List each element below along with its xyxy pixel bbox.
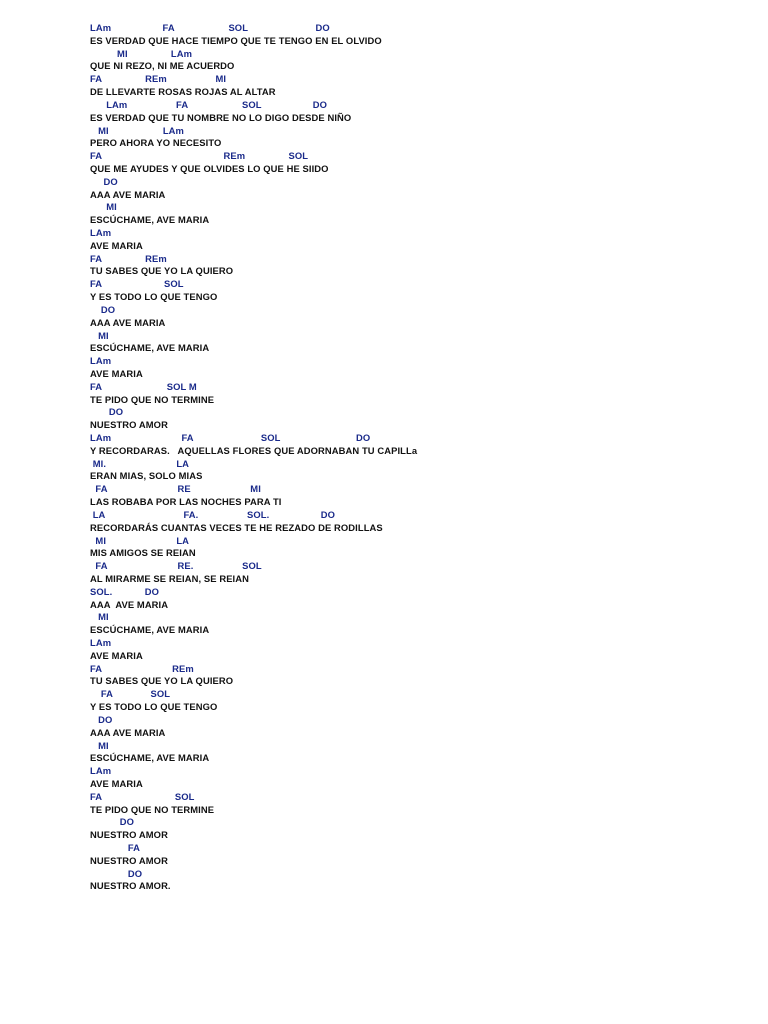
- chord-line: DO: [90, 175, 118, 187]
- chord-line: SOL. DO: [90, 585, 159, 597]
- chord-line: DO: [90, 713, 113, 725]
- chord-line: LA FA. SOL. DO: [90, 508, 335, 520]
- chord-line: FA SOL: [90, 688, 171, 700]
- lyric-line: ESCÚCHAME, AVE MARIA: [90, 342, 210, 354]
- chord-line: DO: [90, 406, 124, 418]
- chord-line: FA: [90, 842, 141, 853]
- lyric-line: AVE MARIA: [90, 649, 143, 661]
- lyric-line: AL MIRARME SE REIAN, SE REIAN: [90, 572, 249, 584]
- lyric-line: ES VERDAD QUE TU NOMBRE NO LO DIGO DESDE NIÑO: [90, 111, 352, 123]
- lyric-line: DE LLEVARTE ROSAS ROJAS AL ALTAR: [90, 86, 276, 98]
- lyric-line: AAA AVE MARIA: [90, 188, 166, 200]
- chord-line: LAm: [90, 227, 112, 238]
- lyric-line: NUESTRO AMOR: [90, 854, 168, 866]
- lyric-line: AVE MARIA: [90, 239, 143, 251]
- chord-line: FA RE MI: [90, 483, 261, 495]
- chord-line: MI. LA: [90, 457, 190, 469]
- chord-line: MI: [90, 611, 109, 623]
- chord-line: FA REm: [90, 252, 167, 264]
- lyric-line: ES VERDAD QUE HACE TIEMPO QUE TE TENGO EN EL OLVIDO: [90, 34, 382, 46]
- chord-line: MI: [90, 201, 117, 213]
- lyric-line: ESCÚCHAME, AVE MARIA: [90, 624, 210, 636]
- lyric-line: AAA AVE MARIA: [90, 598, 169, 610]
- lyric-line: TE PIDO QUE NO TERMINE: [90, 803, 215, 815]
- chord-line: MI LAm: [90, 124, 184, 136]
- lyric-line: NUESTRO AMOR: [90, 829, 168, 841]
- chord-line: FA REm SOL: [90, 150, 309, 162]
- chord-line: MI LAm: [90, 47, 193, 59]
- chord-line: LAm: [90, 355, 112, 367]
- lyric-line: ESCÚCHAME, AVE MARIA: [90, 752, 210, 764]
- chord-line: FA SOL M: [90, 380, 197, 392]
- chord-line: FA SOL: [90, 278, 184, 290]
- lyric-line: AVE MARIA: [90, 367, 143, 379]
- chord-line: MI LA: [90, 534, 190, 546]
- chord-line: FA REm: [90, 662, 194, 674]
- lyric-line: QUE ME AYUDES Y QUE OLVIDES LO QUE HE SIIDO: [90, 162, 329, 174]
- chord-line: FA REm MI: [90, 73, 227, 85]
- chord-line: FA SOL: [90, 790, 195, 802]
- lyric-line: LAS ROBABA POR LAS NOCHES PARA TI: [90, 496, 282, 508]
- lyric-line: ERAN MIAS, SOLO MIAS: [90, 470, 203, 482]
- lyric-line: ESCÚCHAME, AVE MARIA: [90, 214, 210, 226]
- chord-line: DO: [90, 867, 143, 879]
- chord-line: LAm FA SOL DO: [90, 98, 328, 110]
- lyric-line: TE PIDO QUE NO TERMINE: [90, 393, 215, 405]
- lyric-line: QUE NI REZO, NI ME ACUERDO: [90, 60, 235, 72]
- chord-line: DO: [90, 303, 116, 315]
- chord-line: MI: [90, 329, 109, 341]
- lyric-line: TU SABES QUE YO LA QUIERO: [90, 675, 234, 687]
- lyric-line: Y ES TODO LO QUE TENGO: [90, 291, 218, 303]
- chord-line: LAm: [90, 637, 112, 648]
- lyric-line: AVE MARIA: [90, 777, 143, 789]
- lyric-line: AAA AVE MARIA: [90, 316, 166, 328]
- lyric-line: TU SABES QUE YO LA QUIERO: [90, 265, 234, 277]
- lyric-line: Y ES TODO LO QUE TENGO: [90, 701, 218, 713]
- lyric-line: NUESTRO AMOR: [90, 419, 168, 431]
- chord-line: LAm: [90, 765, 112, 777]
- lyric-line: AAA AVE MARIA: [90, 726, 166, 738]
- lyric-line: Y RECORDARAS. AQUELLAS FLORES QUE ADORNABAN TU CAPILLa: [90, 444, 418, 456]
- chord-line: FA RE. SOL: [90, 560, 262, 572]
- chord-line: LAm FA SOL DO: [90, 22, 330, 33]
- chord-line: DO: [90, 816, 135, 828]
- lyric-line: PERO AHORA YO NECESITO: [90, 137, 222, 149]
- chord-line: LAm FA SOL DO: [90, 432, 371, 443]
- song-sheet: [90, 22, 750, 893]
- lyric-line: RECORDARÁS CUANTAS VECES TE HE REZADO DE RODILLAS: [90, 521, 383, 533]
- lyric-line: MIS AMIGOS SE REIAN: [90, 547, 196, 559]
- lyric-line: NUESTRO AMOR.: [90, 880, 171, 892]
- chord-line: MI: [90, 739, 109, 751]
